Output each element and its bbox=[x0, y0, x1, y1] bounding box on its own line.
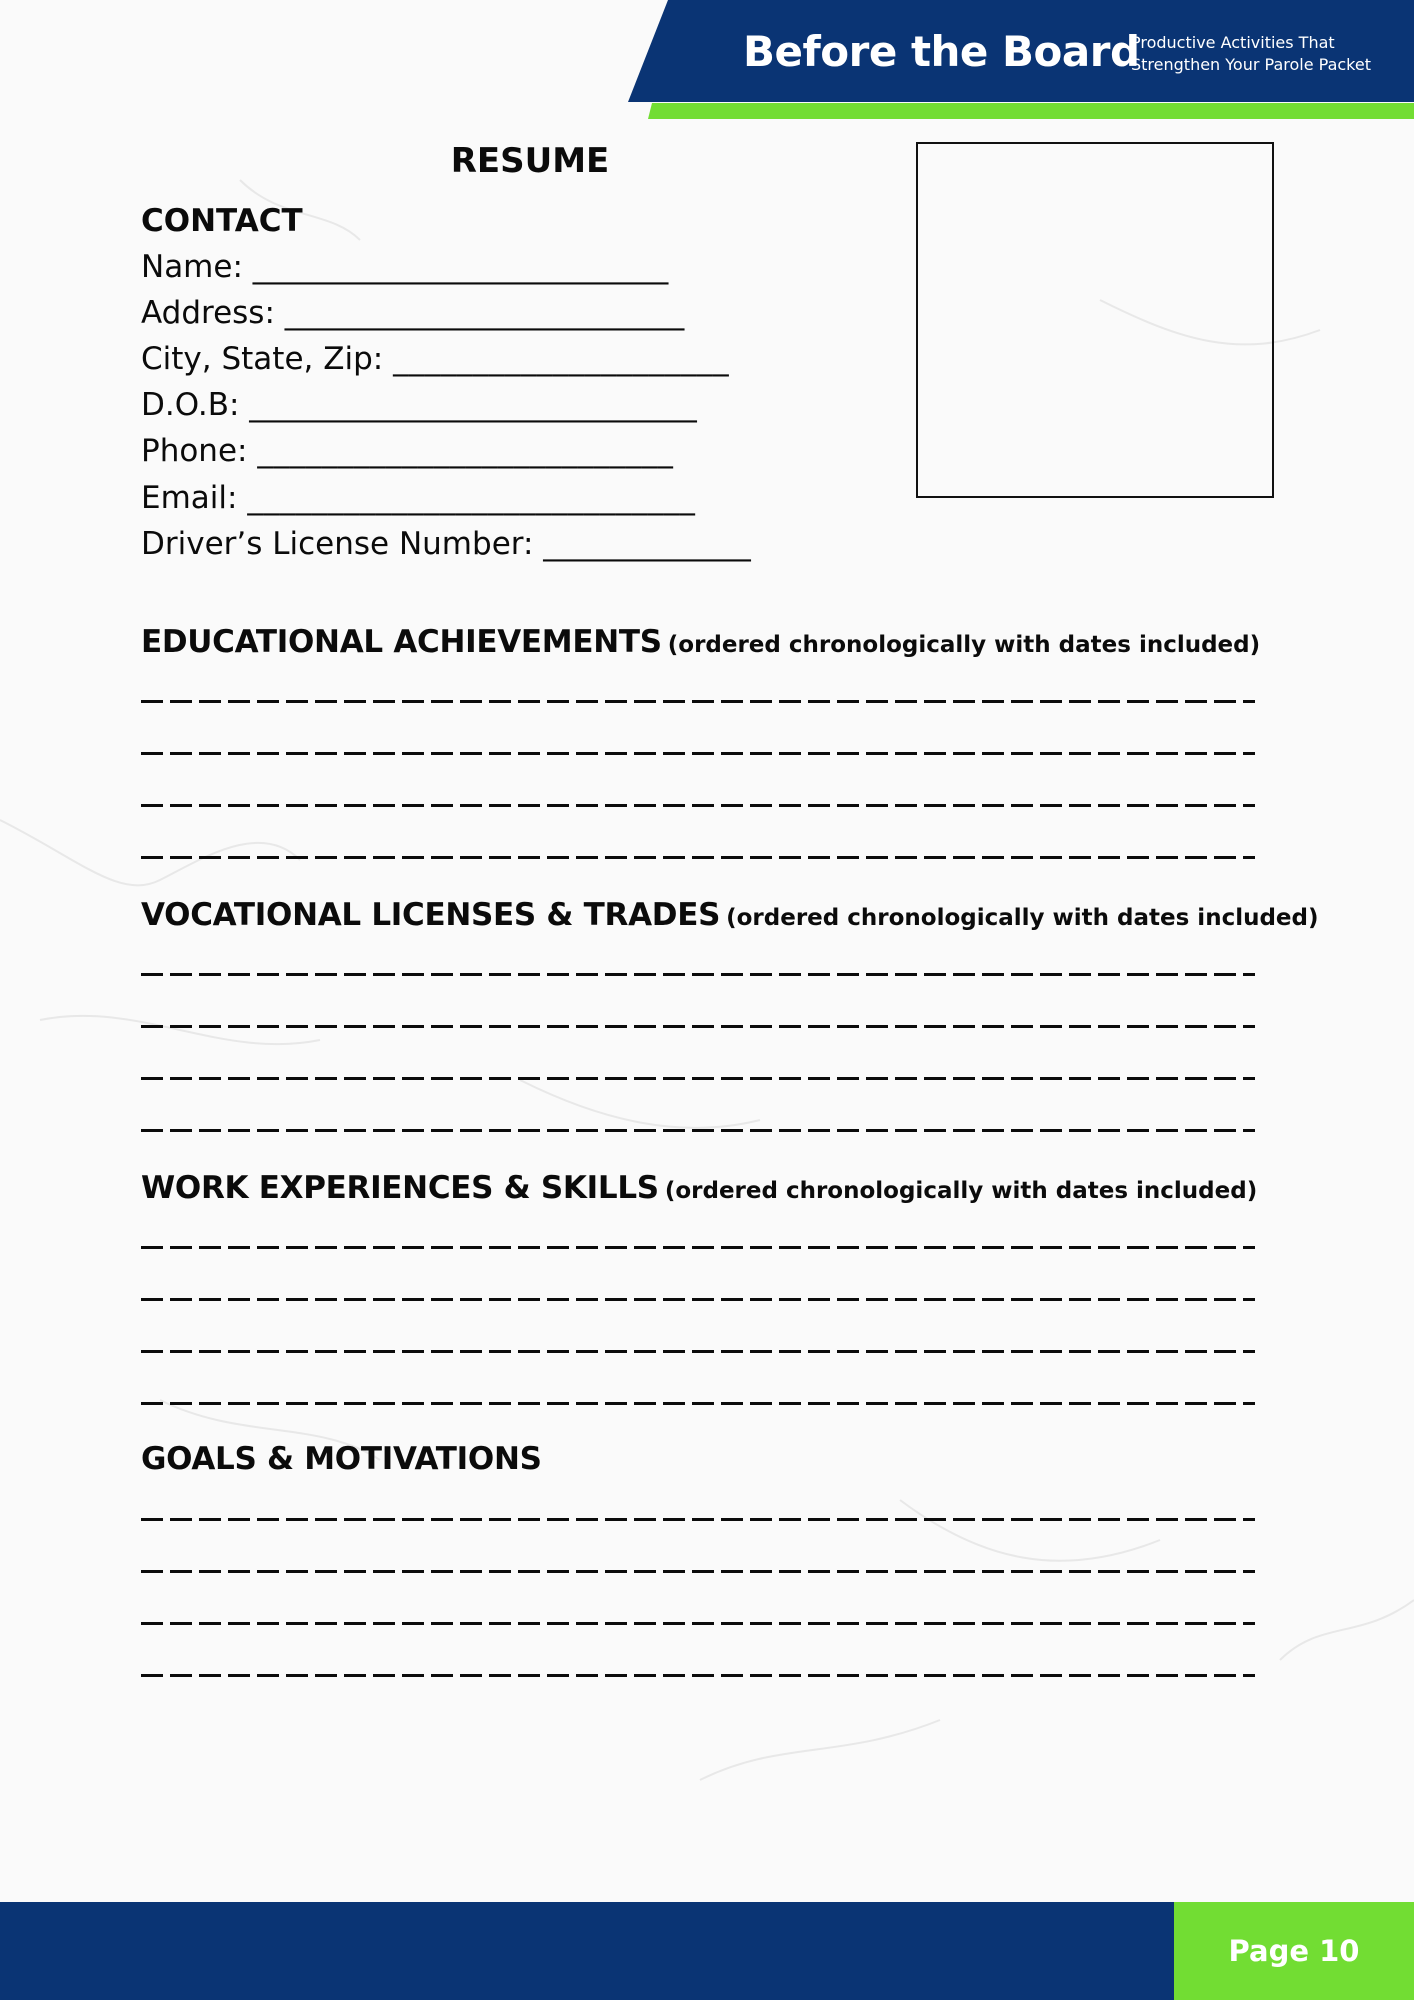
education-heading: EDUCATIONAL ACHIEVEMENTS bbox=[141, 624, 662, 660]
email-label: Email: bbox=[141, 480, 238, 516]
write-line[interactable] bbox=[141, 732, 1255, 756]
dob-blank[interactable]: ____________________________ bbox=[249, 387, 698, 423]
city-state-zip-field[interactable] bbox=[141, 336, 729, 382]
address-label: Address: bbox=[141, 295, 275, 331]
contact-heading: CONTACT bbox=[141, 203, 303, 239]
phone-field[interactable] bbox=[141, 428, 673, 474]
name-field[interactable] bbox=[141, 244, 669, 290]
write-line[interactable] bbox=[141, 784, 1255, 808]
work-note: (ordered chronologically with dates included) bbox=[664, 1178, 1258, 1204]
drivers-license-label: Driver’s License Number: bbox=[141, 526, 534, 562]
dob-label: D.O.B: bbox=[141, 387, 240, 423]
write-line[interactable] bbox=[141, 836, 1255, 860]
goals-section-header bbox=[141, 1437, 542, 1481]
vocational-lines bbox=[141, 953, 1255, 1161]
write-line[interactable] bbox=[141, 1654, 1255, 1678]
work-lines bbox=[141, 1226, 1255, 1434]
goals-lines bbox=[141, 1498, 1255, 1706]
write-line[interactable] bbox=[141, 1278, 1255, 1302]
vocational-section-header bbox=[141, 893, 1319, 940]
education-note: (ordered chronologically with dates included) bbox=[667, 632, 1261, 658]
write-line[interactable] bbox=[141, 953, 1255, 977]
write-line[interactable] bbox=[141, 1226, 1255, 1250]
city-state-zip-label: City, State, Zip: bbox=[141, 341, 384, 377]
drivers-license-blank[interactable]: _____________ bbox=[543, 526, 752, 562]
phone-label: Phone: bbox=[141, 433, 248, 469]
dob-field[interactable] bbox=[141, 382, 697, 428]
write-line[interactable] bbox=[141, 1057, 1255, 1081]
write-line[interactable] bbox=[141, 1330, 1255, 1354]
work-heading: WORK EXPERIENCES & SKILLS bbox=[141, 1170, 659, 1206]
footer-bar bbox=[0, 1902, 1174, 2000]
goals-heading: GOALS & MOTIVATIONS bbox=[141, 1441, 542, 1477]
email-blank[interactable]: ____________________________ bbox=[247, 480, 696, 516]
email-field[interactable] bbox=[141, 475, 695, 521]
page-number: Page 10 bbox=[1228, 1934, 1360, 1968]
write-line[interactable] bbox=[141, 1005, 1255, 1029]
write-line[interactable] bbox=[141, 1109, 1255, 1133]
drivers-license-field[interactable] bbox=[141, 521, 751, 567]
header-title: Before the Board bbox=[743, 27, 1140, 76]
name-label: Name: bbox=[141, 249, 243, 285]
header-subtitle-line-2: Strengthen Your Parole Packet bbox=[1131, 55, 1371, 74]
resume-title: RESUME bbox=[450, 141, 610, 181]
write-line[interactable] bbox=[141, 1602, 1255, 1626]
education-section-header bbox=[141, 620, 1260, 667]
address-blank[interactable]: _________________________ bbox=[284, 295, 685, 331]
write-line[interactable] bbox=[141, 1550, 1255, 1574]
phone-blank[interactable]: __________________________ bbox=[257, 433, 674, 469]
city-state-zip-blank[interactable]: _____________________ bbox=[393, 341, 730, 377]
vocational-note: (ordered chronologically with dates included) bbox=[726, 905, 1319, 931]
vocational-heading: VOCATIONAL LICENSES & TRADES bbox=[141, 897, 721, 933]
header-subtitle bbox=[1131, 32, 1401, 76]
photo-box[interactable] bbox=[916, 142, 1274, 498]
write-line[interactable] bbox=[141, 1498, 1255, 1522]
name-blank[interactable]: __________________________ bbox=[252, 249, 669, 285]
header-accent-stripe bbox=[648, 103, 1414, 119]
write-line[interactable] bbox=[141, 1382, 1255, 1406]
education-lines bbox=[141, 680, 1255, 888]
write-line[interactable] bbox=[141, 680, 1255, 704]
address-field[interactable] bbox=[141, 290, 685, 336]
work-section-header bbox=[141, 1166, 1257, 1213]
header-subtitle-line-1: Productive Activities That bbox=[1131, 33, 1335, 52]
